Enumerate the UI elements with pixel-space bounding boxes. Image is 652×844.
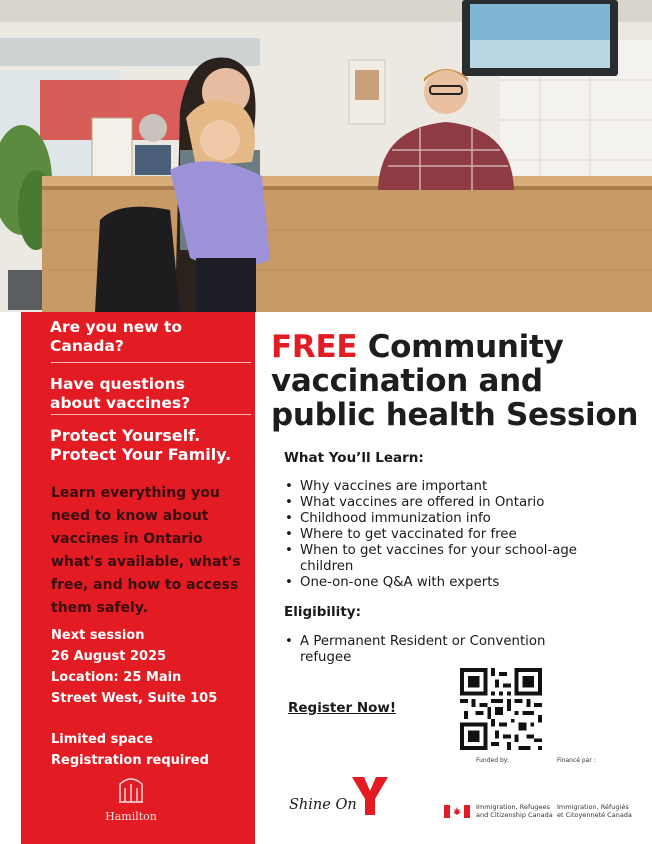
question-vaccines: Have questions about vaccines? — [50, 375, 191, 412]
ircc-name-fr — [557, 803, 632, 819]
divider — [51, 362, 251, 363]
ircc-name-en — [476, 803, 553, 819]
left-info-panel — [21, 312, 255, 844]
ircc-en-line2: and Citizenship Canada — [476, 811, 553, 819]
free-label: FREE — [271, 329, 358, 365]
hamilton-crest-icon — [116, 774, 146, 804]
list-item: • Where to get vaccinated for free — [284, 527, 634, 543]
hero-illustration — [0, 0, 652, 312]
shine-on-wordmark: Shine On — [289, 797, 357, 813]
hamilton-wordmark: Hamilton — [105, 810, 157, 823]
ymca-y-icon — [350, 775, 390, 817]
divider — [51, 414, 251, 415]
list-item: • When to get vaccines for your school-age children — [284, 543, 614, 575]
funded-by-label: Funded by: — [476, 757, 509, 764]
qr-code-graphic — [460, 668, 542, 750]
list-item: • What vaccines are offered in Ontario — [284, 495, 634, 511]
session-date: 26 August 2025 — [51, 649, 167, 664]
list-item: • Why vaccines are important — [284, 479, 634, 495]
list-item: • Childhood immunization info — [284, 511, 634, 527]
question-new-to-canada: Are you new to Canada? — [50, 318, 183, 355]
list-item: • A Permanent Resident or Convention refugee — [284, 634, 594, 666]
learn-section-title: What You’ll Learn: — [284, 450, 424, 466]
register-now-link[interactable]: Register Now! — [288, 700, 397, 716]
registration-note: Registration required — [51, 753, 209, 768]
eligibility-title: Eligibility: — [284, 604, 361, 620]
hamilton-logo — [103, 774, 159, 823]
canada-flag-icon — [444, 803, 470, 822]
ircc-fr-line2: et Citoyenneté Canada — [557, 811, 632, 819]
ircc-fr-line1: Immigration, Réfugiés — [557, 803, 629, 811]
session-location: Location: 25 Main Street West, Suite 105 — [51, 670, 218, 706]
ircc-en-line1: Immigration, Refugees — [476, 803, 550, 811]
protect-tagline: Protect Yourself. Protect Your Family. — [50, 426, 232, 464]
title-text: Community vaccination and public health Session — [271, 329, 639, 433]
finance-par-label: Financé par : — [557, 757, 596, 764]
learn-list — [284, 479, 634, 591]
eligibility-list — [284, 634, 594, 666]
next-session-label: Next session — [51, 628, 145, 643]
page-title — [271, 330, 646, 432]
qr-code-icon[interactable] — [460, 668, 542, 750]
list-item: • One-on-one Q&A with experts — [284, 575, 634, 591]
learn-description: Learn everything you need to know about vaccines in Ontario what's available, what's free, and how to access them safely. — [51, 485, 241, 616]
limited-space-note: Limited space — [51, 732, 153, 747]
hero-photo — [0, 0, 652, 312]
ymca-logo — [350, 775, 390, 821]
